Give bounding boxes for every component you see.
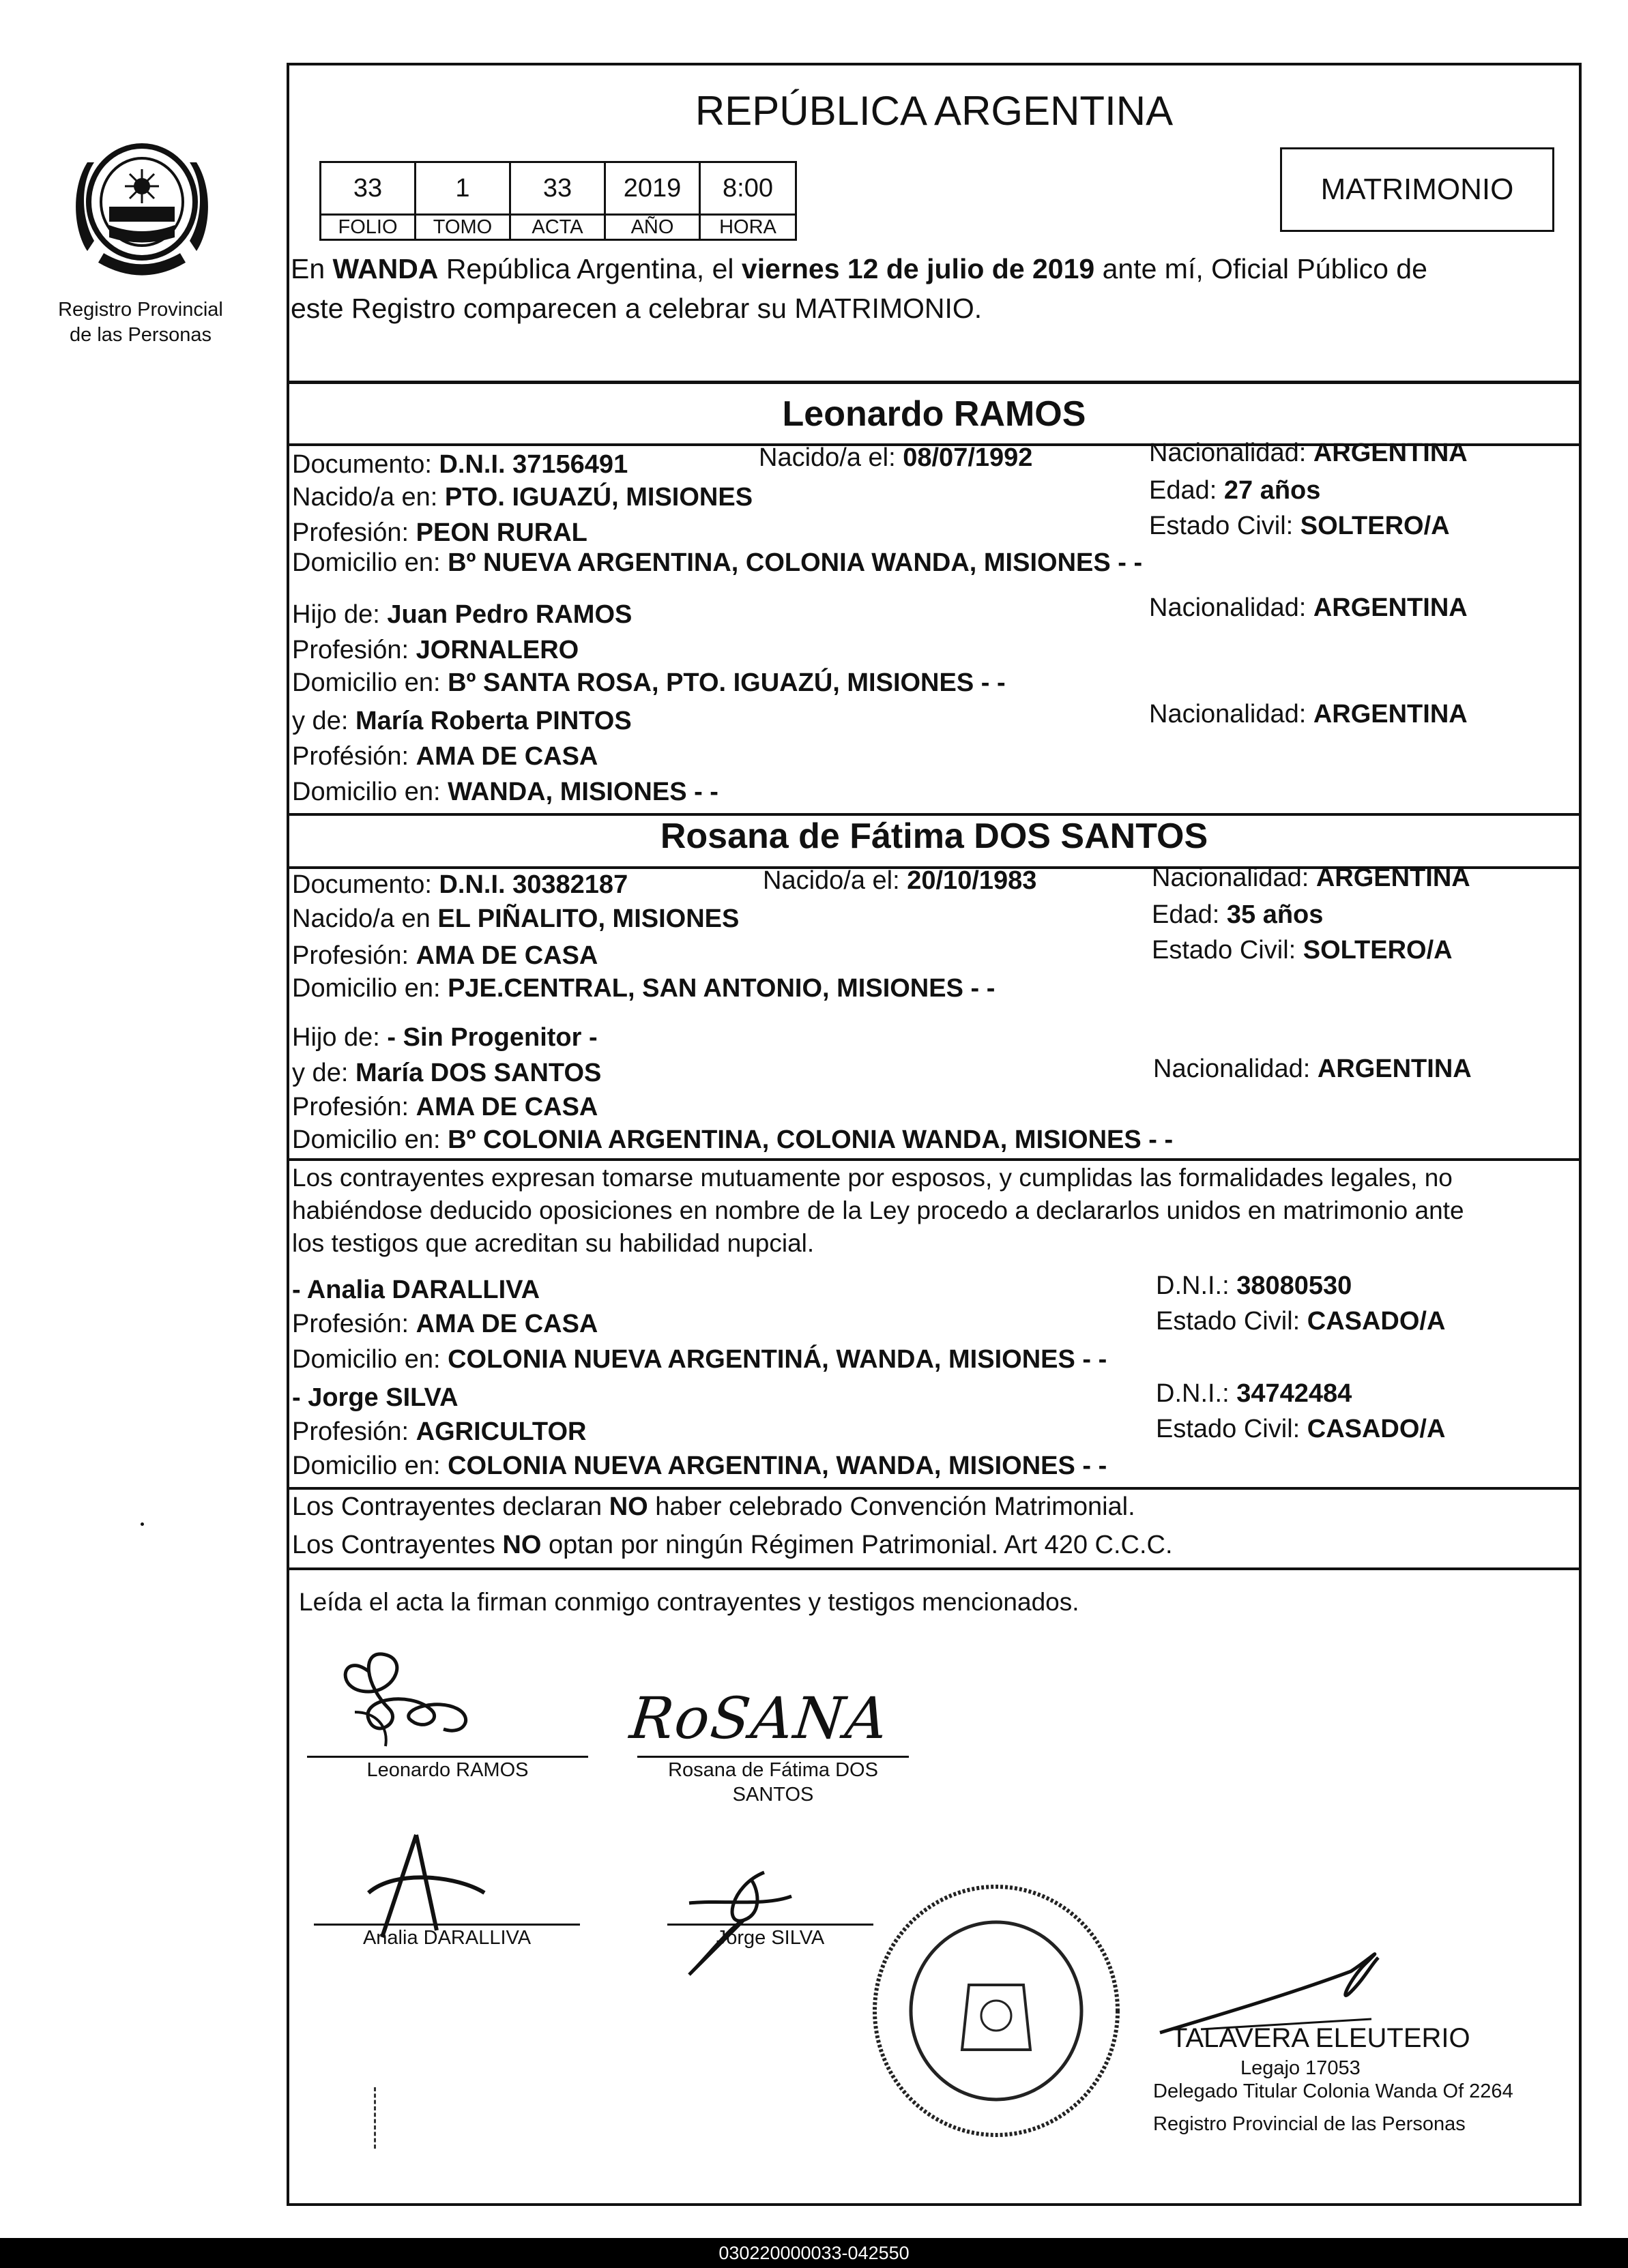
bride-signature-label-1: Rosana de Fátima DOS (668, 1759, 878, 1781)
bride-signature-label-2: SANTOS (732, 1784, 814, 1806)
divider (287, 1487, 1582, 1490)
hora-value: 8:00 (699, 161, 797, 216)
witness1-civil-status: Estado Civil: CASADO/A (1156, 1307, 1446, 1336)
bride-civil-status: Estado Civil: SOLTERO/A (1152, 936, 1453, 964)
registry-stamp-icon (868, 1883, 1124, 2139)
bride-mother: y de: María DOS SANTOS (292, 1059, 602, 1087)
groom-mother-profession: Profésión: AMA DE CASA (292, 742, 598, 771)
witness1-dni: D.N.I.: 38080530 (1156, 1271, 1352, 1300)
bride-profession: Profesión: AMA DE CASA (292, 941, 598, 970)
anio-label: AÑO (604, 213, 701, 241)
logo-caption-2: de las Personas (70, 324, 212, 346)
bride-birthplace: Nacido/a en EL PIÑALITO, MISIONES (292, 904, 740, 933)
bride-birthdate: Nacido/a el: 20/10/1983 (763, 866, 1037, 895)
groom-birthdate: Nacido/a el: 08/07/1992 (759, 443, 1033, 472)
declaration-line-2: habiéndose deducido oposiciones en nombre de la Ley procedo a declararlos unidos en matrimonio ante (292, 1196, 1464, 1224)
groom-nationality: Nacionalidad: ARGENTINA (1149, 439, 1468, 467)
official-org: Registro Provincial de las Personas (1153, 2113, 1466, 2135)
groom-father-nationality: Nacionalidad: ARGENTINA (1149, 593, 1468, 622)
groom-signature-icon (328, 1644, 505, 1760)
anio-value: 2019 (604, 161, 701, 216)
convention-line-1: Los Contrayentes declaran NO haber celebrado Convención Matrimonial. (292, 1492, 1135, 1521)
groom-father-profession: Profesión: JORNALERO (292, 636, 579, 664)
bride-father: Hijo de: - Sin Progenitor - (292, 1023, 598, 1052)
intro-line-1: En WANDA República Argentina, el viernes 12 de julio de 2019 ante mí, Oficial Público de (291, 253, 1427, 284)
bride-document: Documento: D.N.I. 30382187 (292, 870, 628, 899)
groom-address: Domicilio en: Bº NUEVA ARGENTINA, COLONIA WANDA, MISIONES - - (292, 548, 1143, 577)
margin-dot (141, 1522, 144, 1526)
groom-signature-label: Leonardo RAMOS (366, 1759, 529, 1781)
groom-name: Leonardo RAMOS (782, 394, 1086, 434)
acta-label: ACTA (509, 213, 606, 241)
acta-value: 33 (509, 161, 606, 216)
bride-signature-line (637, 1756, 909, 1758)
groom-mother-nationality: Nacionalidad: ARGENTINA (1149, 700, 1468, 728)
witness2-dni: D.N.I.: 34742484 (1156, 1379, 1352, 1408)
divider (287, 1158, 1582, 1161)
divider (287, 1567, 1582, 1570)
bride-mother-address: Domicilio en: Bº COLONIA ARGENTINA, COLONIA WANDA, MISIONES - - (292, 1125, 1174, 1154)
witness1-name: - Analia DARALLIVA (292, 1276, 540, 1304)
groom-profession: Profesión: PEON RURAL (292, 518, 587, 547)
witness2-profession: Profesión: AGRICULTOR (292, 1417, 587, 1446)
folio-label: FOLIO (319, 213, 416, 241)
groom-father: Hijo de: Juan Pedro RAMOS (292, 600, 633, 629)
witness1-profession: Profesión: AMA DE CASA (292, 1310, 598, 1338)
groom-age: Edad: 27 años (1149, 476, 1321, 505)
document-barcode-number: 030220000033-042550 (0, 2238, 1628, 2268)
bride-mother-nationality: Nacionalidad: ARGENTINA (1153, 1055, 1472, 1083)
groom-mother: y de: María Roberta PINTOS (292, 707, 632, 735)
bride-nationality: Nacionalidad: ARGENTINA (1152, 864, 1470, 892)
bride-address: Domicilio en: PJE.CENTRAL, SAN ANTONIO, MISIONES - - (292, 974, 995, 1003)
groom-civil-status: Estado Civil: SOLTERO/A (1149, 512, 1450, 540)
groom-signature-line (307, 1756, 588, 1758)
logo-caption-1: Registro Provincial (58, 299, 223, 321)
witness1-signature-label: Analia DARALLIVA (362, 1927, 532, 1949)
official-name: TALAVERA ELEUTERIO (1171, 2023, 1470, 2053)
folio-value: 33 (319, 161, 416, 216)
divider (287, 381, 1582, 384)
witness2-name: - Jorge SILVA (292, 1383, 459, 1412)
witness2-address: Domicilio en: COLONIA NUEVA ARGENTINA, WANDA, MISIONES - - (292, 1452, 1107, 1480)
official-title: Delegado Titular Colonia Wanda Of 2264 (1153, 2080, 1513, 2102)
groom-birthplace: Nacido/a en: PTO. IGUAZÚ, MISIONES (292, 483, 753, 512)
witness1-signature-line (314, 1924, 580, 1926)
groom-document: Documento: D.N.I. 37156491 (292, 450, 628, 479)
witness1-address: Domicilio en: COLONIA NUEVA ARGENTINÁ, WANDA, MISIONES - - (292, 1345, 1107, 1374)
closing-text: Leída el acta la firman conmigo contrayentes y testigos mencionados. (299, 1588, 1079, 1616)
witness2-signature-line (667, 1924, 873, 1926)
bride-age: Edad: 35 años (1152, 900, 1324, 929)
margin-dash (374, 2087, 376, 2149)
tomo-value: 1 (414, 161, 511, 216)
declaration-line-1: Los contrayentes expresan tomarse mutuamente por esposos, y cumplidas las formalidades legales, no (292, 1164, 1453, 1192)
groom-father-address: Domicilio en: Bº SANTA ROSA, PTO. IGUAZÚ, MISIONES - - (292, 668, 1006, 697)
document-title: REPÚBLICA ARGENTINA (695, 88, 1174, 134)
witness2-civil-status: Estado Civil: CASADO/A (1156, 1415, 1446, 1443)
intro-line-2: este Registro comparecen a celebrar su MATRIMONIO. (291, 293, 983, 324)
groom-mother-address: Domicilio en: WANDA, MISIONES - - (292, 778, 718, 806)
bride-signature-handwritten: RoSANA (626, 1685, 892, 1752)
tomo-label: TOMO (414, 213, 511, 241)
convention-line-2: Los Contrayentes NO optan por ningún Régimen Patrimonial. Art 420 C.C.C. (292, 1531, 1173, 1559)
bride-name: Rosana de Fátima DOS SANTOS (660, 816, 1208, 856)
declaration-line-3: los testigos que acreditan su habilidad nupcial. (292, 1229, 815, 1257)
official-legajo: Legajo 17053 (1240, 2057, 1361, 2079)
bride-mother-profession: Profesión: AMA DE CASA (292, 1093, 598, 1121)
registry-logo (60, 121, 224, 292)
witness2-signature-label: Jorge SILVA (716, 1927, 825, 1949)
document-type-box: MATRIMONIO (1280, 147, 1554, 232)
hora-label: HORA (699, 213, 797, 241)
coat-of-arms-icon (60, 121, 224, 292)
